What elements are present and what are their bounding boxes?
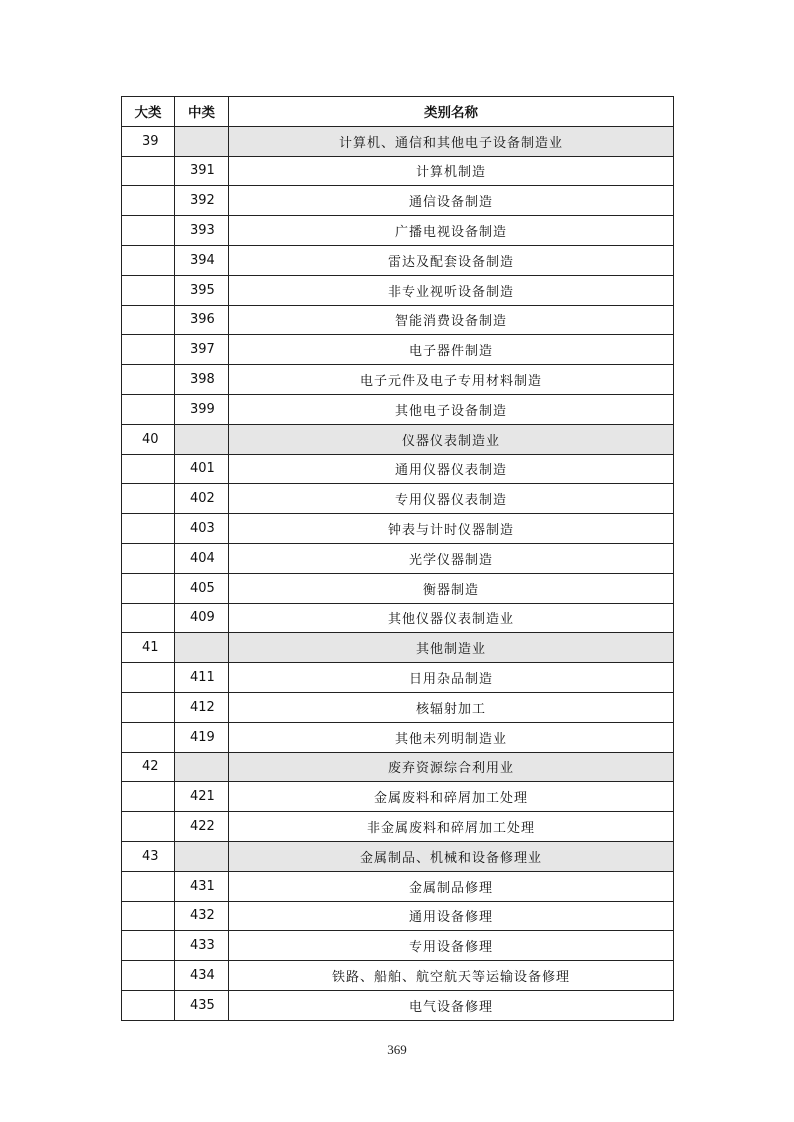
middle-code-cell: 393 <box>175 216 229 246</box>
header-major-category: 大类 <box>122 97 175 127</box>
table-row <box>122 454 674 484</box>
category-name-cell: 光学仪器制造 <box>229 543 674 573</box>
category-name-cell: 铁路、船舶、航空航天等运输设备修理 <box>229 961 674 991</box>
middle-code-cell: 432 <box>175 901 229 931</box>
category-name-cell: 核辐射加工 <box>229 692 674 722</box>
major-code-cell: 42 <box>122 752 175 782</box>
middle-code-cell: 398 <box>175 365 229 395</box>
middle-code-cell: 434 <box>175 961 229 991</box>
table-row <box>122 901 674 931</box>
page-number: 369 <box>387 1042 407 1057</box>
major-code-cell <box>122 156 175 186</box>
middle-code-cell: 419 <box>175 722 229 752</box>
table-row <box>122 692 674 722</box>
middle-code-cell: 403 <box>175 514 229 544</box>
category-name-cell: 废弃资源综合利用业 <box>229 752 674 782</box>
middle-code-cell <box>175 424 229 454</box>
table-row <box>122 365 674 395</box>
major-code-cell: 43 <box>122 841 175 871</box>
table-row <box>122 573 674 603</box>
table-row <box>122 603 674 633</box>
header-row <box>122 97 674 127</box>
category-name-cell: 衡器制造 <box>229 573 674 603</box>
table-row <box>122 514 674 544</box>
major-code-cell <box>122 931 175 961</box>
table-row <box>122 156 674 186</box>
major-code-cell <box>122 663 175 693</box>
middle-code-cell: 401 <box>175 454 229 484</box>
major-code-cell <box>122 454 175 484</box>
table-row <box>122 990 674 1020</box>
major-code-cell <box>122 812 175 842</box>
category-name-cell: 其他仪器仪表制造业 <box>229 603 674 633</box>
major-code-cell: 41 <box>122 633 175 663</box>
table-row <box>122 841 674 871</box>
table-row <box>122 871 674 901</box>
middle-code-cell: 404 <box>175 543 229 573</box>
middle-code-cell: 411 <box>175 663 229 693</box>
table-row <box>122 126 674 156</box>
category-name-cell: 通用仪器仪表制造 <box>229 454 674 484</box>
middle-code-cell: 395 <box>175 275 229 305</box>
category-name-cell: 电子器件制造 <box>229 335 674 365</box>
table-row <box>122 305 674 335</box>
table-body <box>122 126 674 1020</box>
middle-code-cell: 402 <box>175 484 229 514</box>
table-row <box>122 275 674 305</box>
major-code-cell <box>122 782 175 812</box>
category-name-cell: 金属废料和碎屑加工处理 <box>229 782 674 812</box>
category-name-cell: 钟表与计时仪器制造 <box>229 514 674 544</box>
middle-code-cell: 391 <box>175 156 229 186</box>
middle-code-cell <box>175 633 229 663</box>
table-row <box>122 663 674 693</box>
category-name-cell: 专用设备修理 <box>229 931 674 961</box>
category-name-cell: 广播电视设备制造 <box>229 216 674 246</box>
category-name-cell: 电子元件及电子专用材料制造 <box>229 365 674 395</box>
header-category-name: 类别名称 <box>229 97 674 127</box>
middle-code-cell <box>175 841 229 871</box>
major-code-cell <box>122 305 175 335</box>
major-code-cell <box>122 275 175 305</box>
major-code-cell: 39 <box>122 126 175 156</box>
middle-code-cell: 394 <box>175 245 229 275</box>
middle-code-cell <box>175 752 229 782</box>
middle-code-cell: 431 <box>175 871 229 901</box>
middle-code-cell: 405 <box>175 573 229 603</box>
middle-code-cell: 392 <box>175 186 229 216</box>
middle-code-cell: 421 <box>175 782 229 812</box>
major-code-cell <box>122 245 175 275</box>
category-name-cell: 仪器仪表制造业 <box>229 424 674 454</box>
middle-code-cell: 397 <box>175 335 229 365</box>
header-middle-category: 中类 <box>175 97 229 127</box>
table-row <box>122 961 674 991</box>
category-name-cell: 其他未列明制造业 <box>229 722 674 752</box>
table-row <box>122 812 674 842</box>
major-code-cell <box>122 871 175 901</box>
major-code-cell <box>122 484 175 514</box>
category-name-cell: 其他电子设备制造 <box>229 394 674 424</box>
category-name-cell: 专用仪器仪表制造 <box>229 484 674 514</box>
middle-code-cell: 435 <box>175 990 229 1020</box>
table-row <box>122 424 674 454</box>
major-code-cell <box>122 394 175 424</box>
middle-code-cell: 399 <box>175 394 229 424</box>
category-name-cell: 电气设备修理 <box>229 990 674 1020</box>
category-name-cell: 雷达及配套设备制造 <box>229 245 674 275</box>
middle-code-cell: 433 <box>175 931 229 961</box>
middle-code-cell <box>175 126 229 156</box>
category-name-cell: 非金属废料和碎屑加工处理 <box>229 812 674 842</box>
table-row <box>122 394 674 424</box>
category-name-cell: 金属制品、机械和设备修理业 <box>229 841 674 871</box>
category-name-cell: 非专业视听设备制造 <box>229 275 674 305</box>
category-name-cell: 通信设备制造 <box>229 186 674 216</box>
industry-classification-table <box>121 96 674 1021</box>
table-row <box>122 186 674 216</box>
major-code-cell <box>122 603 175 633</box>
table-row <box>122 722 674 752</box>
middle-code-cell: 422 <box>175 812 229 842</box>
major-code-cell <box>122 216 175 246</box>
major-code-cell <box>122 573 175 603</box>
table-row <box>122 245 674 275</box>
major-code-cell <box>122 186 175 216</box>
table-row <box>122 782 674 812</box>
major-code-cell <box>122 543 175 573</box>
category-name-cell: 通用设备修理 <box>229 901 674 931</box>
category-name-cell: 智能消费设备制造 <box>229 305 674 335</box>
category-name-cell: 其他制造业 <box>229 633 674 663</box>
table-row <box>122 335 674 365</box>
major-code-cell: 40 <box>122 424 175 454</box>
table-row <box>122 752 674 782</box>
major-code-cell <box>122 692 175 722</box>
table-row <box>122 633 674 663</box>
middle-code-cell: 396 <box>175 305 229 335</box>
category-name-cell: 金属制品修理 <box>229 871 674 901</box>
middle-code-cell: 409 <box>175 603 229 633</box>
table-row <box>122 543 674 573</box>
table-row <box>122 216 674 246</box>
major-code-cell <box>122 335 175 365</box>
major-code-cell <box>122 990 175 1020</box>
middle-code-cell: 412 <box>175 692 229 722</box>
major-code-cell <box>122 365 175 395</box>
table-row <box>122 931 674 961</box>
major-code-cell <box>122 961 175 991</box>
major-code-cell <box>122 722 175 752</box>
category-name-cell: 日用杂品制造 <box>229 663 674 693</box>
table-row <box>122 484 674 514</box>
category-name-cell: 计算机制造 <box>229 156 674 186</box>
category-name-cell: 计算机、通信和其他电子设备制造业 <box>229 126 674 156</box>
major-code-cell <box>122 514 175 544</box>
major-code-cell <box>122 901 175 931</box>
